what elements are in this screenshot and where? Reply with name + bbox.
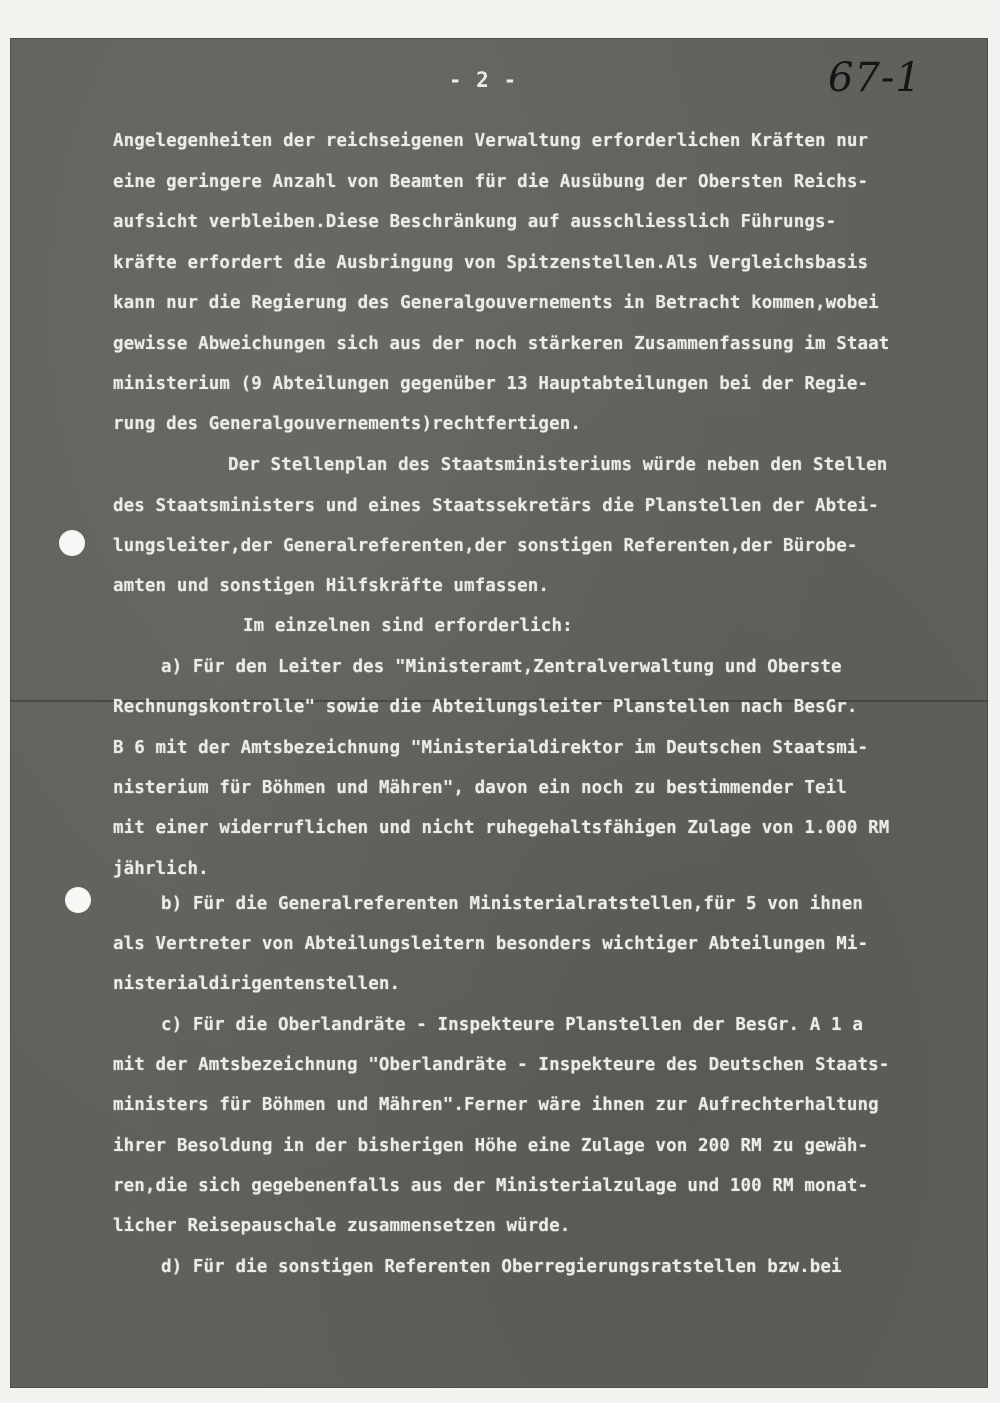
text-line: mit der Amtsbezeichnung "Oberlandräte - Inspekteure des Deutschen Staats- [113,1055,890,1075]
text-line: aufsicht verbleiben.Diese Beschränkung auf ausschliesslich Führungs- [113,212,837,232]
text-line: gewisse Abweichungen sich aus der noch stärkeren Zusammenfassung im Staat [113,334,890,354]
punch-hole [59,530,85,556]
punch-hole [65,887,91,913]
text-line: Im einzelnen sind erforderlich: [243,616,573,636]
text-line: a) Für den Leiter des "Ministeramt,Zentralverwaltung und Oberste [161,657,842,677]
text-line: ren,die sich gegebenenfalls aus der Ministerialzulage und 100 RM monat- [113,1176,869,1196]
text-line: jährlich. [113,859,209,879]
text-line: lungsleiter,der Generalreferenten,der sonstigen Referenten,der Bürobe- [113,536,858,556]
text-line: des Staatsministers und eines Staatssekretärs die Planstellen der Abtei- [113,496,879,516]
text-line: c) Für die Oberlandräte - Inspekteure Planstellen der BesGr. A 1 a [161,1015,863,1035]
text-line: nisterium für Böhmen und Mähren", davon ein noch zu bestimmender Teil [113,778,847,798]
text-line: rung des Generalgouvernements)rechtfertigen. [113,414,581,434]
text-line: eine geringere Anzahl von Beamten für die Ausübung der Obersten Reichs- [113,172,869,192]
text-line: d) Für die sonstigen Referenten Oberregierungsratstellen bzw.bei [161,1257,842,1277]
text-line: nisterialdirigentenstellen. [113,974,401,994]
text-line: licher Reisepauschale zusammensetzen würde. [113,1216,571,1236]
text-line: Rechnungskontrolle" sowie die Abteilungsleiter Planstellen nach BesGr. [113,697,858,717]
text-line: kann nur die Regierung des Generalgouvernements in Betracht kommen,wobei [113,293,879,313]
text-line: amten und sonstigen Hilfskräfte umfassen. [113,576,550,596]
text-line: Angelegenheiten der reichseigenen Verwaltung erforderlichen Kräften nur [113,131,869,151]
text-line: Der Stellenplan des Staatsministeriums würde neben den Stellen [228,455,888,475]
text-line: ministers für Böhmen und Mähren".Ferner wäre ihnen zur Aufrechterhaltung [113,1095,879,1115]
text-line: ministerium (9 Abteilungen gegenüber 13 Hauptabteilungen bei der Regie- [113,374,869,394]
handwritten-annotation: 67-1 [828,55,922,101]
text-line: B 6 mit der Amtsbezeichnung "Ministerialdirektor im Deutschen Staatsmi- [113,738,869,758]
text-line: b) Für die Generalreferenten Ministerialratstellen,für 5 von ihnen [161,894,863,914]
text-line: mit einer widerruflichen und nicht ruhegehaltsfähigen Zulage von 1.000 RM [113,818,890,838]
text-line: ihrer Besoldung in der bisherigen Höhe eine Zulage von 200 RM zu gewäh- [113,1136,869,1156]
text-line: kräfte erfordert die Ausbringung von Spitzenstellen.Als Vergleichsbasis [113,253,869,273]
page-number: - 2 - [448,68,518,92]
text-line: als Vertreter von Abteilungsleitern besonders wichtiger Abteilungen Mi- [113,934,869,954]
